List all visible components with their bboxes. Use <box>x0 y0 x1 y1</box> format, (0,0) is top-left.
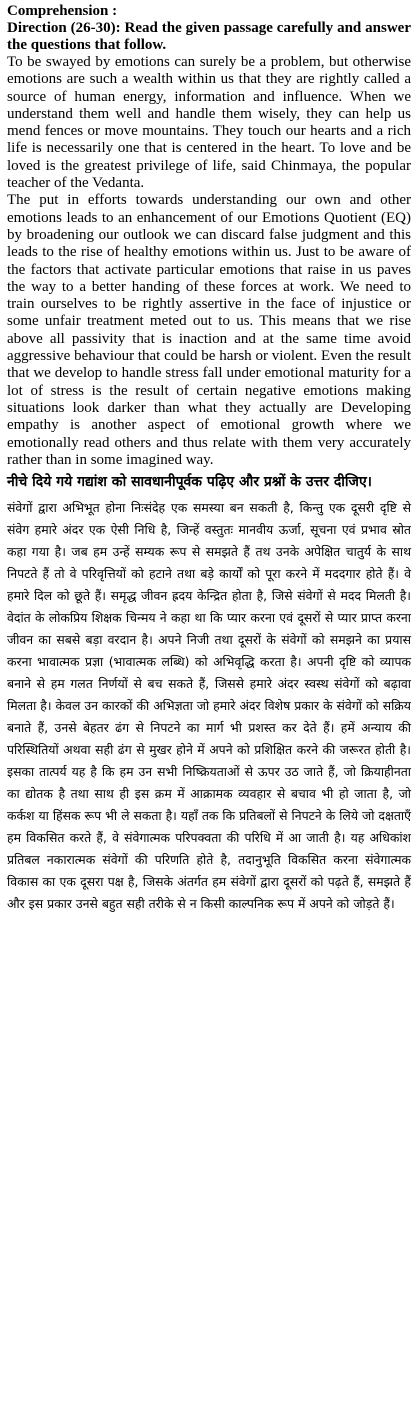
direction-text: Direction (26-30): Read the given passage carefully and answer the questions that follow. <box>7 20 411 53</box>
hindi-instruction: नीचे दिये गये गद्यांश को सावधानीपूर्वक पढ़िए और प्रश्नों के उत्तर दीजिए। <box>7 474 372 491</box>
hindi-passage: संवेगों द्वारा अभिभूत होना निःसंदेह एक समस्या बन सकती है, किन्तु एक दूसरी दृष्टि से संवेग हमारे अंदर एक ऐसी निधि है, जिन्हें वस्तुतः मानवीय ऊर्जा, सूचना एवं प्रभाव स्रोत कहा गया है। जब हम उन्हें सम्यक रूप से समझते हैं तथ उनके अपेक्षित चातुर्य के साथ निपटते हैं तो वे परिवृत्तियों को हटाने तथा बड़े कार्यों को पूरा करने में मददगार होते हैं। वे हमारे दिल को छूते हैं। समृद्ध जीवन ह्रदय केन्द्रित होता है, जिसे संवेगों से मदद मिलती है। वेदांत के लोकप्रिय शिक्षक चिन्मय ने कहा था कि प्यार करना एवं दूसरों से प्यार प्राप्त करना जीवन का सबसे बड़ा वरदान है। अपने निजी तथा दूसरों के संवेगों को समझने का प्रयास करना भावात्मक प्रज्ञा (भावात्मक लब्धि) को अभिवृद्धि करता है। अपनी दृष्टि को व्यापक बनाने से हम गलत निर्णयों से बच सकते हैं, जिससे हमारे अंदर स्वस्थ संवेगों को बढ़ावा मिलता है। केवल उन कारकों की अभिज्ञता जो हमारे अंदर विशेष प्रकार के संवेगों को सक्रिय बनाते हैं, उनसे बेहतर ढंग से निपटने का मार्ग भी प्रशस्त कर देते हैं। हमें अन्याय की परिस्थितियों अथवा सही ढंग से मुखर होने में अपने को प्रशिक्षित करने की जरूरत होती है। इसका तात्पर्य यह है कि हम उन सभी निष्क्रियताओं से ऊपर उठ जाते हैं, जो क्रियाहीनता का द्योतक है तथा साथ ही इस क्रम में आक्रामक व्यवहार से बचाव भी हो जाता है, जो कर्कश या हिंसक रूप भी ले सकता है। यहाँ तक कि प्रतिबलों से निपटने के लिये जो दक्षताएँ हम विकसित करते हैं, वे संवेगात्मक परिपक्वता की परिधि में आ जाती है। यह अधिकांश प्रतिबल नकारात्मक संवेगों की परिणति होते है, तदानुभूति विकसित करना संवेगात्मक विकास का एक दूसरा पक्ष है, जिसके अंतर्गत हम संवेगों द्वारा दूसरों को पढ़ते हैं, समझते हैं और इस प्रकार उनसे बहुत सही तरीके से न किसी काल्पनिक रूप में अपने को जोड़ते हैं। <box>7 500 411 912</box>
english-paragraph-1: To be swayed by emotions can surely be a problem, but otherwise emotions are such a wealth within us that they are rightly called a source of human energy, information and influence. When we understand them well and handle them wisely, they can help us mend fences or move mountains. They touch our hearts and a rich life is necessarily one that is centered in the heart. To love and be loved is the greatest privilege of life, said Chinmaya, the popular teacher of the Vedanta. <box>7 54 411 192</box>
english-paragraph-2: The put in efforts towards understanding our own and other emotions leads to an enhancement of our Emotions Quotient (EQ) by broadening our outlook we can discard false judgment and this leads to the rise of healthy emotions within us. Just to be aware of the factors that activate particular emotions that raise in us paves the way to a better handing of these forces at work. We need to train ourselves to be rightly assertive in the face of injustice or some unfair treatment meted out to us. This means that we rise above all passivity that is inaction and at the same time avoid aggressive behaviour that could be harsh or violent. Even the result that we develop to handle stress fall under emotional maturity for a lot of stress is the result of certain negative emotions making situations look darker than what they actually are Developing empathy is another aspect of emotional growth where we emotionally read others and thus relate with them very accurately rather than in some imagined way. <box>7 192 411 468</box>
section-title: Comprehension : <box>7 3 118 19</box>
